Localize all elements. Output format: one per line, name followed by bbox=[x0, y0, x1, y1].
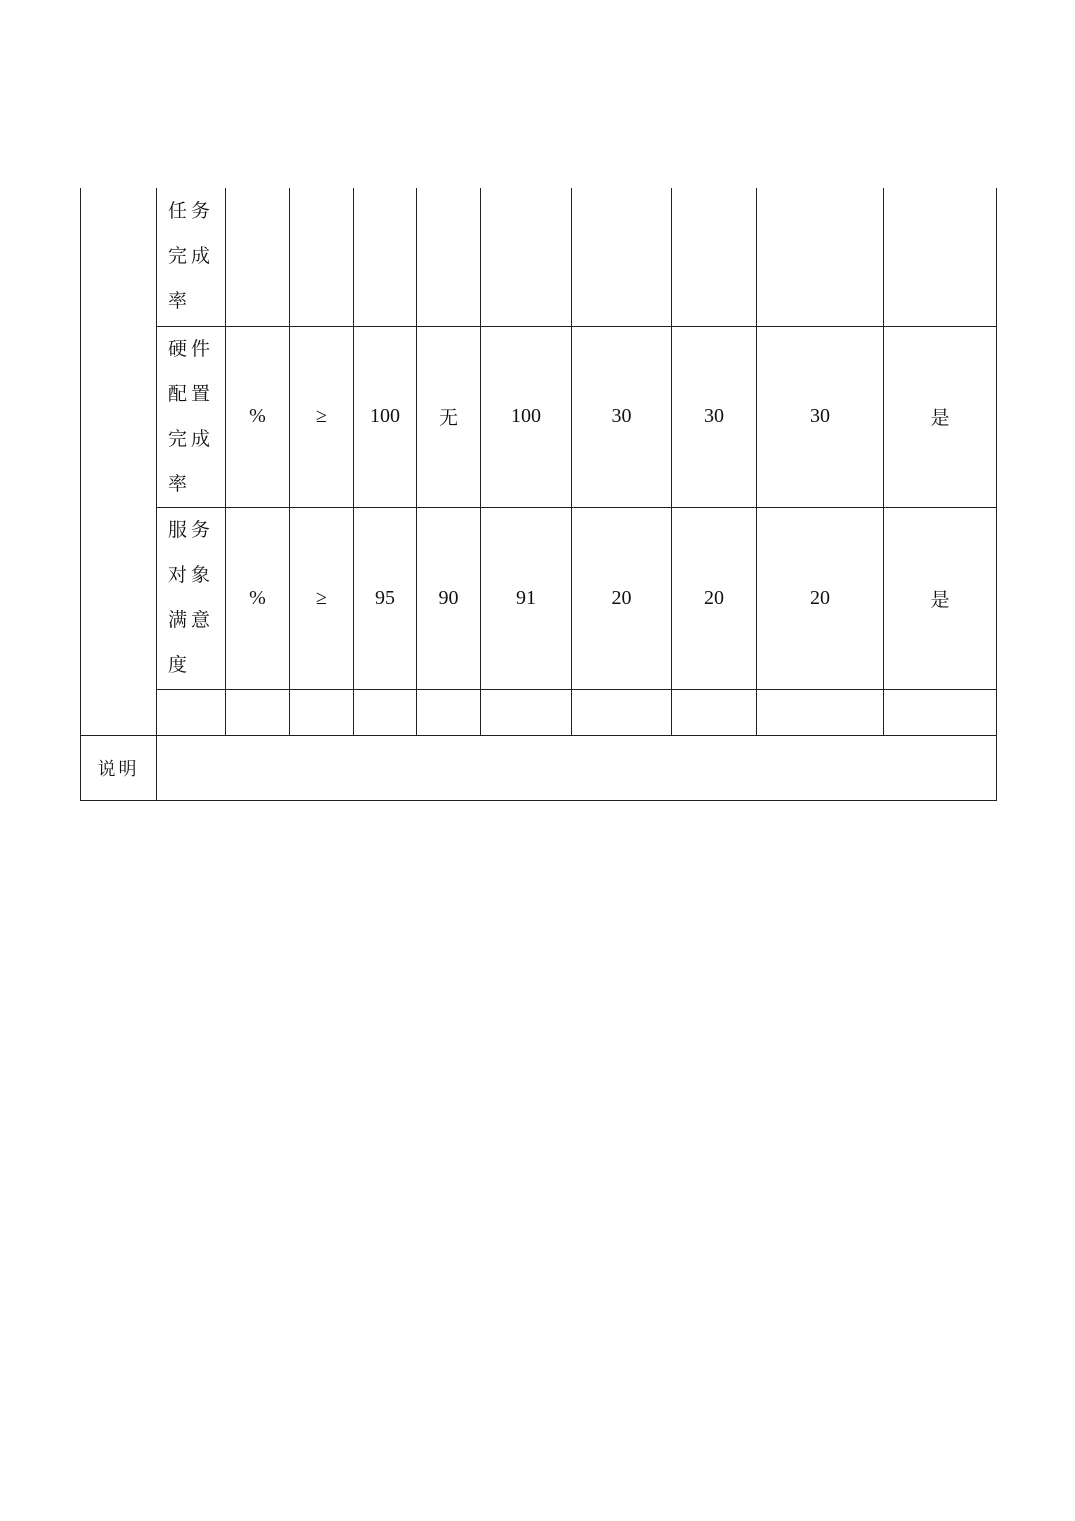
operator-cell bbox=[290, 188, 354, 326]
achieved-cell bbox=[884, 188, 997, 326]
category-cell bbox=[81, 188, 157, 735]
achieved-cell: 是 bbox=[884, 326, 997, 507]
unit-cell bbox=[226, 188, 290, 326]
target-value-cell bbox=[354, 188, 417, 326]
target-value-cell bbox=[354, 689, 417, 735]
note-label: 说明 bbox=[81, 735, 157, 800]
actual-value-cell bbox=[481, 689, 572, 735]
target-value-cell: 100 bbox=[354, 326, 417, 507]
unit-cell: % bbox=[226, 507, 290, 689]
achieved-cell bbox=[884, 689, 997, 735]
note-content bbox=[157, 735, 997, 800]
target-value-cell: 95 bbox=[354, 507, 417, 689]
weight-cell: 20 bbox=[572, 507, 672, 689]
indicator-table bbox=[80, 188, 997, 801]
previous-value-cell bbox=[417, 689, 481, 735]
table-row bbox=[81, 326, 997, 507]
unit-cell: % bbox=[226, 326, 290, 507]
operator-cell: ≥ bbox=[290, 507, 354, 689]
table-row bbox=[81, 689, 997, 735]
score-cell: 30 bbox=[672, 326, 757, 507]
actual-value-cell: 91 bbox=[481, 507, 572, 689]
weight-cell bbox=[572, 689, 672, 735]
table-row bbox=[81, 188, 997, 326]
actual-value-cell bbox=[481, 188, 572, 326]
indicator-name: 任务完成率 bbox=[168, 200, 215, 313]
note-row bbox=[81, 735, 997, 800]
achieved-cell: 是 bbox=[884, 507, 997, 689]
score-cell bbox=[672, 188, 757, 326]
indicator-name-cell bbox=[157, 507, 226, 689]
previous-value-cell: 无 bbox=[417, 326, 481, 507]
weight-cell: 30 bbox=[572, 326, 672, 507]
previous-value-cell: 90 bbox=[417, 507, 481, 689]
indicator-name: 硬件配置完成率 bbox=[168, 337, 215, 495]
operator-cell bbox=[290, 689, 354, 735]
indicator-table-fragment bbox=[80, 188, 997, 801]
weight-cell bbox=[572, 188, 672, 326]
self-score-cell bbox=[757, 188, 884, 326]
indicator-name-cell bbox=[157, 188, 226, 326]
actual-value-cell: 100 bbox=[481, 326, 572, 507]
indicator-name-cell bbox=[157, 689, 226, 735]
indicator-name-cell bbox=[157, 326, 226, 507]
operator-cell: ≥ bbox=[290, 326, 354, 507]
unit-cell bbox=[226, 689, 290, 735]
self-score-cell bbox=[757, 689, 884, 735]
score-cell bbox=[672, 689, 757, 735]
indicator-name: 服务对象满意度 bbox=[168, 519, 215, 676]
previous-value-cell bbox=[417, 188, 481, 326]
self-score-cell: 20 bbox=[757, 507, 884, 689]
self-score-cell: 30 bbox=[757, 326, 884, 507]
table-row bbox=[81, 507, 997, 689]
score-cell: 20 bbox=[672, 507, 757, 689]
